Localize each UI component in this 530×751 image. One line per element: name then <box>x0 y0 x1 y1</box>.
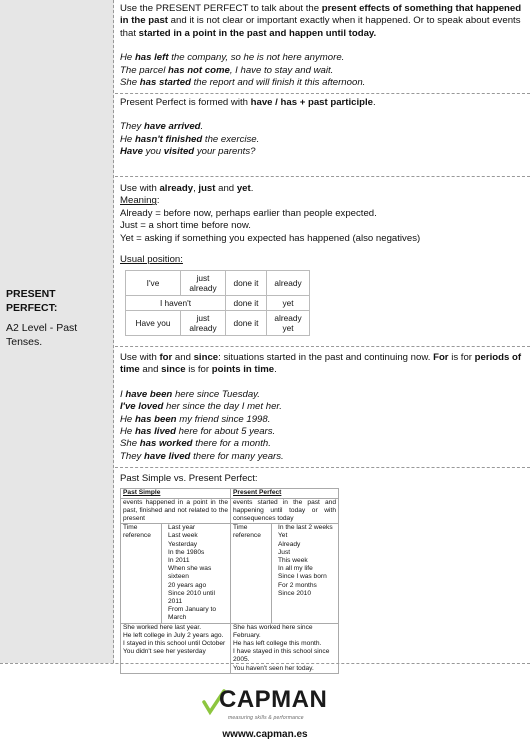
use-present-perfect: events started in the past and happening until today or with consequences today <box>231 498 339 524</box>
comparison-title: Past Simple vs. Present Perfect: <box>120 473 258 484</box>
table-cell: Have you <box>126 311 181 336</box>
website-link[interactable]: wwww.capman.es <box>222 729 308 740</box>
example-line: He has been my friend since 1998. <box>120 413 271 425</box>
table-cell: done it <box>226 296 267 311</box>
usage-paragraph: Use the PRESENT PERFECT to talk about the present effects of something that happened in the past and it is not clear or important exactly when it happened. Or to speak about events that started in a point in the past and happen until today. <box>120 3 522 39</box>
table-cell: I've <box>126 271 181 296</box>
table-cell: already yet <box>267 311 310 336</box>
table-row <box>121 524 339 623</box>
meaning-heading: Meaning: <box>120 195 160 207</box>
header-past-simple: Past Simple <box>121 489 231 498</box>
table-cell: I haven't <box>126 296 226 311</box>
meaning-already: Already = before now, perhaps earlier than people expected. <box>120 207 377 219</box>
form-paragraph: Present Perfect is formed with have / has + past participle. <box>120 97 376 108</box>
example-line: She has started the report and will finish it this afternoon. <box>120 77 366 89</box>
section-label <box>6 287 77 349</box>
table-row <box>126 296 310 311</box>
table-cell: done it <box>226 311 267 336</box>
meaning-yet: Yet = asking if something you expected has happened (also negatives) <box>120 232 421 244</box>
example-line: I've loved her since the day I met her. <box>120 401 282 413</box>
meaning-just: Just = a short time before now. <box>120 220 251 232</box>
example-line: He hasn't finished the exercise. <box>120 133 260 145</box>
example-line: They have arrived. <box>120 121 204 133</box>
section-label-cell <box>0 0 114 663</box>
form-section <box>115 94 530 177</box>
position-table <box>125 270 310 336</box>
example-line: He has left the company, so he is not here anymore. <box>120 52 345 64</box>
brand-tagline: measuring skills & performance <box>228 715 304 721</box>
usage-section <box>115 0 530 94</box>
table-row <box>121 498 339 524</box>
use-past-simple: events happened in a point in the past, finished and not related to the present <box>121 498 231 524</box>
for-since-section <box>115 347 530 468</box>
capman-logo <box>201 688 327 722</box>
example-line: She has worked there for a month. <box>120 438 271 450</box>
header-present-perfect: Present Perfect <box>231 489 339 498</box>
example-line: The parcel has not come, I have to stay and wait. <box>120 64 334 76</box>
comparison-section <box>115 468 530 672</box>
topic-title-line2: PERFECT: <box>6 302 58 314</box>
table-row <box>126 311 310 336</box>
examples-past-simple: She worked here last year. He left college in July 2 years ago. I stayed in this school until October You didn't see her yesterday <box>121 623 231 673</box>
table-cell: just already <box>181 311 226 336</box>
table-cell: done it <box>226 271 267 296</box>
ajy-paragraph: Use with already, just and yet. <box>120 183 254 194</box>
brand-name: CAPMAN <box>219 686 328 713</box>
usual-position-heading: Usual position: <box>120 254 183 266</box>
level-line1: A2 Level - Past <box>6 322 78 334</box>
table-row <box>126 271 310 296</box>
topic-title-line1: PRESENT <box>6 288 56 300</box>
table-row <box>121 489 339 498</box>
comparison-table <box>120 488 339 673</box>
time-reference-present-perfect: In the last 2 weeks Yet Already Just This week In all my life Since I was born For 2 months Since 2010 <box>272 524 339 623</box>
example-line: He has lived here for about 5 years. <box>120 426 276 438</box>
table-cell: already <box>267 271 310 296</box>
example-line: I have been here since Tuesday. <box>120 388 260 400</box>
example-line: They have lived there for many years. <box>120 450 284 462</box>
example-line: Have you visited your parents? <box>120 146 256 158</box>
time-reference-label: Time reference <box>121 524 162 623</box>
table-cell: just already <box>181 271 226 296</box>
time-reference-label: Time reference <box>231 524 272 623</box>
examples-present-perfect: She has worked here since February. He has left college this month. I have stayed in this school since 2005. You haven't seen her today. <box>231 623 339 673</box>
table-cell: yet <box>267 296 310 311</box>
already-just-yet-section <box>115 177 530 347</box>
time-reference-past-simple: Last year Last week Yesterday In the 1980s In 2011 When she was sixteen 20 years ago Since 2010 until 2011 From January to March <box>162 524 231 623</box>
for-since-paragraph: Use with for and since: situations started in the past and continuing now. For is for periods of time and since is for points in time. <box>120 352 522 376</box>
level-line2: Tenses. <box>6 336 43 348</box>
